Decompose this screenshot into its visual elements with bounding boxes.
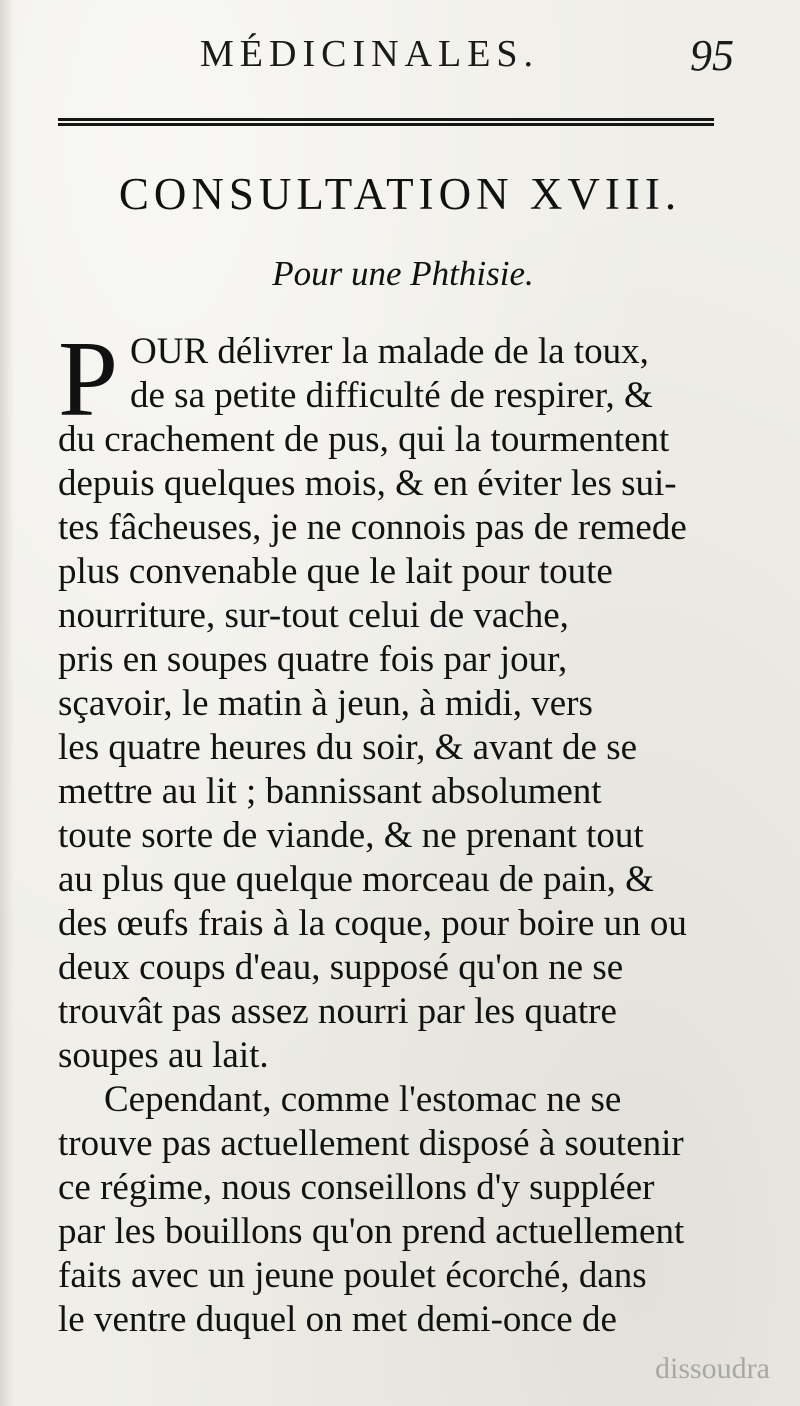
paragraph-line: faits avec un jeune poulet écorché, dans <box>58 1255 647 1296</box>
paragraph-line: Cependant, comme l'estomac ne se <box>104 1079 622 1120</box>
paragraph-line: deux coups d'eau, supposé qu'on ne se <box>58 947 624 988</box>
paragraph-line: depuis quelques mois, & en éviter les sui- <box>58 463 677 504</box>
paragraph-line: du crachement de pus, qui la tourmentent <box>58 419 670 460</box>
paragraph-line: tes fâcheuses, je ne connois pas de remede <box>58 507 687 548</box>
drop-cap: P <box>58 320 119 439</box>
paragraph-line: soupes au lait. <box>58 1035 269 1076</box>
body-text <box>58 320 748 1342</box>
page-header <box>0 22 800 82</box>
consultation-title: CONSULTATION XVIII. <box>118 169 682 219</box>
catchword: dissoudra <box>655 1352 770 1385</box>
paragraph-line: au plus que quelque morceau de pain, & <box>58 859 654 900</box>
paragraph-line: le ventre duquel on met demi-once de <box>58 1299 617 1340</box>
paragraph-line: des œufs frais à la coque, pour boire un ou <box>58 903 687 944</box>
paragraph-line: les quatre heures du soir, & avant de se <box>58 727 638 768</box>
paragraph-line: plus convenable que le lait pour toute <box>58 551 613 592</box>
paragraph-line: trouvât pas assez nourri par les quatre <box>58 991 617 1032</box>
consultation-subtitle: Pour une Phthisie. <box>272 254 534 293</box>
paragraph-line: toute sorte de viande, & ne prenant tout <box>58 815 644 856</box>
paragraph-2 <box>58 1078 748 1342</box>
paragraph-line: OUR délivrer la malade de la toux, <box>130 331 649 372</box>
header-rule <box>58 118 714 126</box>
paragraph-line: par les bouillons qu'on prend actuellement <box>58 1211 685 1252</box>
paragraph-line: pris en soupes quatre fois par jour, <box>58 639 568 680</box>
running-head: MÉDICINALES. <box>200 33 540 75</box>
paragraph-line: sçavoir, le matin à jeun, à midi, vers <box>58 683 593 724</box>
paragraph-line: de sa petite difficulté de respirer, & <box>130 375 653 416</box>
paragraph-line: trouve pas actuellement disposé à soutenir <box>58 1123 684 1164</box>
paragraph-line: ce régime, nous conseillons d'y suppléer <box>58 1167 655 1208</box>
paragraph-line: nourriture, sur-tout celui de vache, <box>58 595 569 636</box>
page-number: 95 <box>690 31 734 80</box>
paragraph-line: mettre au lit ; bannissant absolument <box>58 771 602 812</box>
paragraph-1 <box>58 320 748 1078</box>
